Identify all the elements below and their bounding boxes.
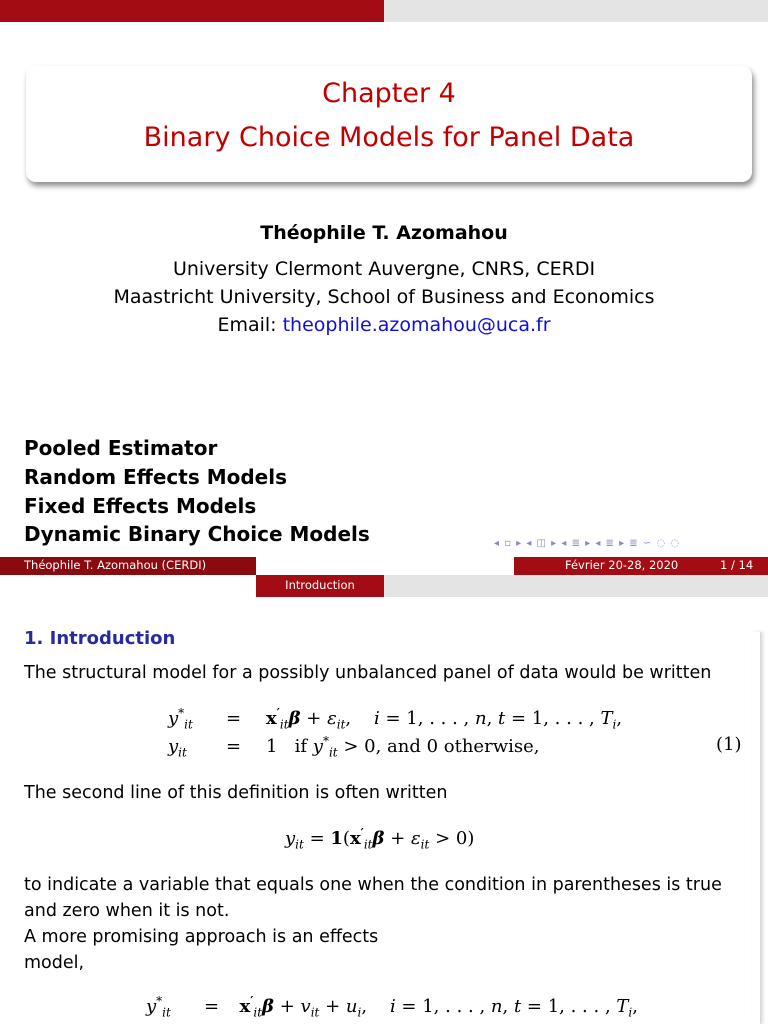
- paragraph-indicator-meaning: to indicate a variable that equals one when the condition in parentheses is true and zero when it is not.: [24, 875, 722, 921]
- equation-number: (1): [716, 734, 742, 755]
- chapter-title: Chapter 4: [322, 78, 456, 109]
- section-title: 1. Introduction: [24, 628, 176, 649]
- equation-1-row-1: $y^*_{it} = x'_{it}\beta + \varepsilon_{it}$, i = 1, . . . , n, t = 1, . . . , $T_i$,: [168, 706, 623, 732]
- author-name: Théophile T. Azomahou: [260, 222, 508, 244]
- email-label: Email:: [217, 314, 283, 336]
- toc-item-dynamic[interactable]: Dynamic Binary Choice Models: [24, 522, 370, 546]
- affiliation-2: Maastricht University, School of Business and Economics: [113, 286, 655, 308]
- toc-item-random-effects[interactable]: Random Effects Models: [24, 465, 287, 489]
- equation-1-row-2: $y_{it} = 1$ if $y^*_{it} > 0$, and 0 otherwise,: [168, 734, 540, 760]
- beamer-navigation-icons[interactable]: ◂ ▫ ▸ ◂ ◫ ▸ ◂ ≣ ▸ ◂ ≣ ▸ ≣ ∽ ◌ ◌: [494, 538, 681, 549]
- footer-date: Février 20-28, 2020: [565, 558, 679, 572]
- title-box: [26, 66, 752, 182]
- paragraph-effects-model: A more promising approach is an effects model,: [24, 927, 379, 973]
- equation-indicator: $y_{it} = 1(x'_{it}\beta + \varepsilon_{it} > 0)$: [285, 826, 475, 852]
- progress-bar-empty: [384, 0, 768, 22]
- paragraph-structural-model: The structural model for a possibly unbalanced panel of data would be written: [24, 663, 712, 683]
- email-link[interactable]: theophile.azomahou@uca.fr: [282, 314, 551, 336]
- chapter-subtitle: Binary Choice Models for Panel Data: [143, 122, 635, 153]
- slide-edge-shadow: [752, 632, 761, 1024]
- footer-author: Théophile T. Azomahou (CERDI): [24, 558, 207, 572]
- email-line: [0, 314, 768, 336]
- section-tab-bar: [384, 575, 768, 597]
- section-tab-introduction[interactable]: Introduction: [285, 578, 355, 592]
- footer-page-number: 1 / 14: [720, 558, 754, 572]
- toc-item-pooled[interactable]: Pooled Estimator: [24, 436, 218, 460]
- paragraph-second-line: The second line of this definition is often written: [24, 783, 448, 803]
- affiliation-1: University Clermont Auvergne, CNRS, CERDI: [172, 258, 596, 280]
- progress-bar-filled: [0, 0, 384, 22]
- toc-item-fixed-effects[interactable]: Fixed Effects Models: [24, 494, 257, 518]
- footer-middle-panel: [256, 557, 514, 575]
- equation-effects-model: $y^*_{it} = x'_{it}\beta + v_{it} + u_i$, i = 1, . . . , n, t = 1, . . . , $T_i$,: [146, 994, 638, 1020]
